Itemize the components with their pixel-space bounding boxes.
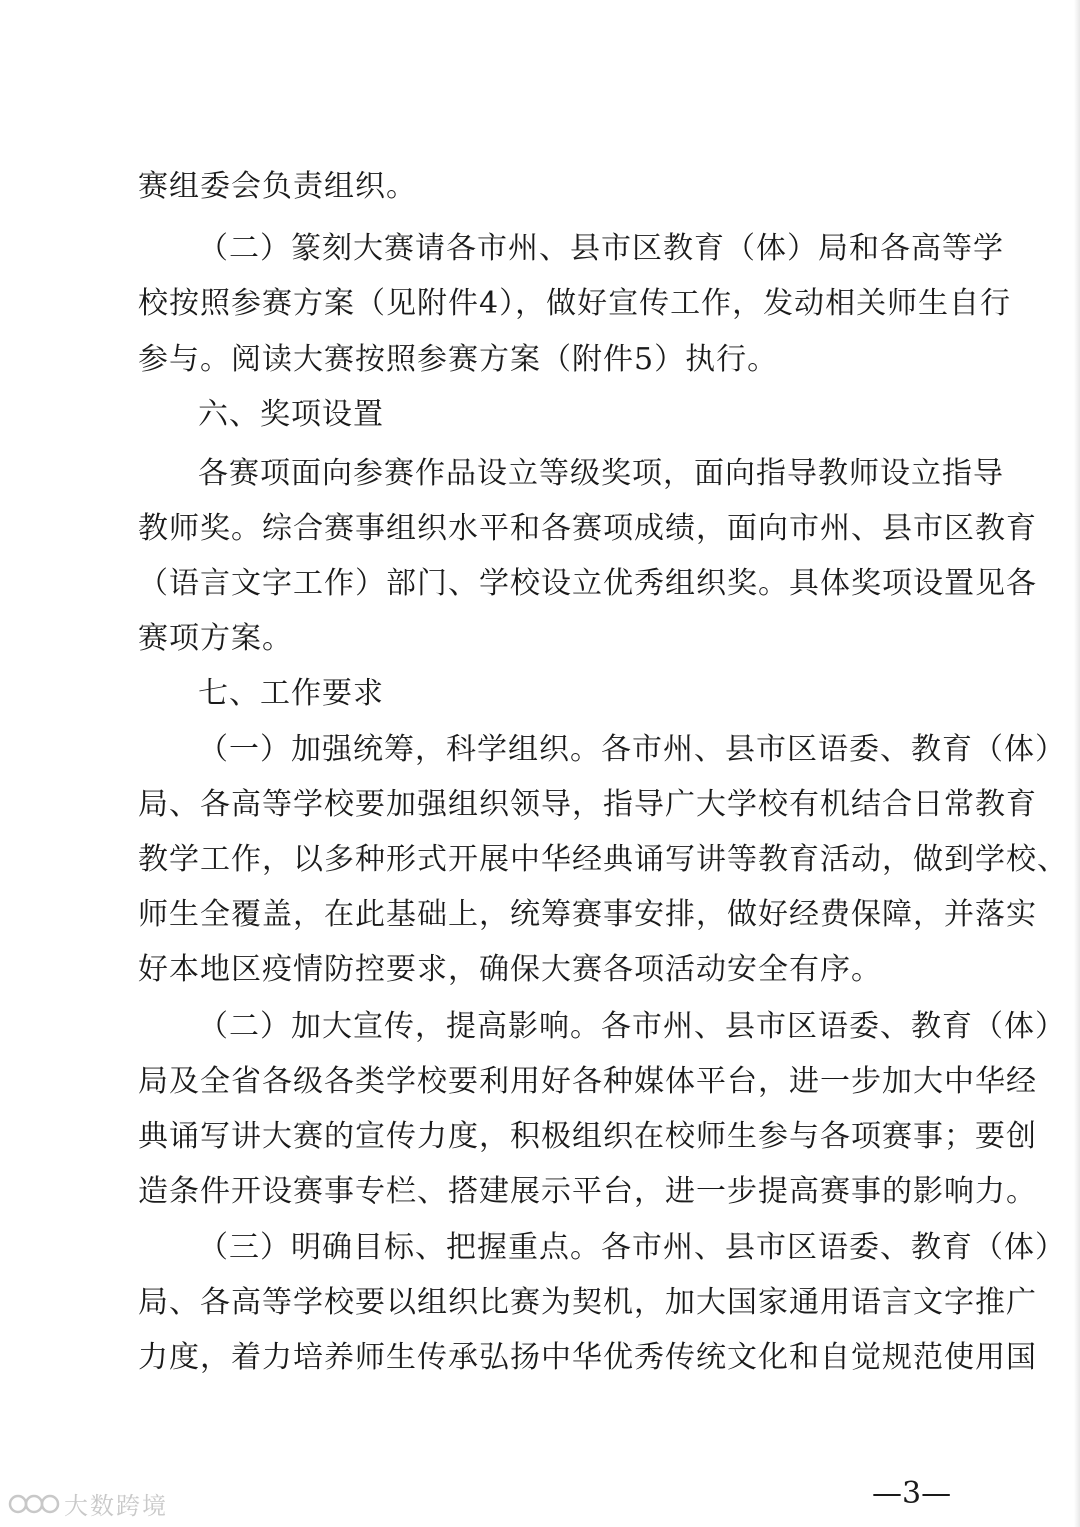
text-line: （三）明确目标、把握重点。各市州、县市区语委、教育（体） bbox=[198, 1230, 1066, 1265]
section-heading: 七、工作要求 bbox=[198, 676, 384, 711]
text-line: 校按照参赛方案（见附件4），做好宣传工作，发动相关师生自行 bbox=[138, 286, 1012, 321]
text-line: 教学工作，以多种形式开展中华经典诵写讲等教育活动，做到学校、 bbox=[138, 842, 1068, 877]
text-line: 赛项方案。 bbox=[138, 621, 293, 656]
text-line: 力度，着力培养师生传承弘扬中华优秀传统文化和自觉规范使用国 bbox=[138, 1340, 1037, 1375]
text-line: （一）加强统筹，科学组织。各市州、县市区语委、教育（体） bbox=[198, 732, 1066, 767]
text-line: 赛组委会负责组织。 bbox=[138, 169, 417, 204]
text-line: 好本地区疫情防控要求，确保大赛各项活动安全有序。 bbox=[138, 952, 882, 987]
text-line: 典诵写讲大赛的宣传力度，积极组织在校师生参与各项赛事；要创 bbox=[138, 1119, 1037, 1154]
scan-edge-shadow bbox=[1074, 0, 1080, 1527]
text-line: （语言文字工作）部门、学校设立优秀组织奖。具体奖项设置见各 bbox=[138, 566, 1037, 601]
page-number: —3— bbox=[872, 1476, 952, 1511]
text-line: （二）加大宣传，提高影响。各市州、县市区语委、教育（体） bbox=[198, 1009, 1066, 1044]
text-line: 造条件开设赛事专栏、搭建展示平台，进一步提高赛事的影响力。 bbox=[138, 1174, 1037, 1209]
text-line: 各赛项面向参赛作品设立等级奖项，面向指导教师设立指导 bbox=[198, 456, 1004, 491]
text-line: 教师奖。综合赛事组织水平和各赛项成绩，面向市州、县市区教育 bbox=[138, 511, 1037, 546]
text-line: 参与。阅读大赛按照参赛方案（附件5）执行。 bbox=[138, 342, 779, 377]
watermark-logo-icon bbox=[8, 1490, 60, 1518]
text-line: 局、各高等学校要加强组织领导，指导广大学校有机结合日常教育 bbox=[138, 787, 1037, 822]
text-line: 局、各高等学校要以组织比赛为契机，加大国家通用语言文字推广 bbox=[138, 1285, 1037, 1320]
watermark bbox=[8, 1486, 168, 1521]
text-line: 师生全覆盖，在此基础上，统筹赛事安排，做好经费保障，并落实 bbox=[138, 897, 1037, 932]
text-line: （二）篆刻大赛请各市州、县市区教育（体）局和各高等学 bbox=[198, 231, 1004, 266]
section-heading: 六、奖项设置 bbox=[198, 397, 384, 432]
watermark-text: 大数跨境 bbox=[64, 1492, 168, 1520]
text-line: 局及全省各级各类学校要利用好各种媒体平台，进一步加大中华经 bbox=[138, 1064, 1037, 1099]
